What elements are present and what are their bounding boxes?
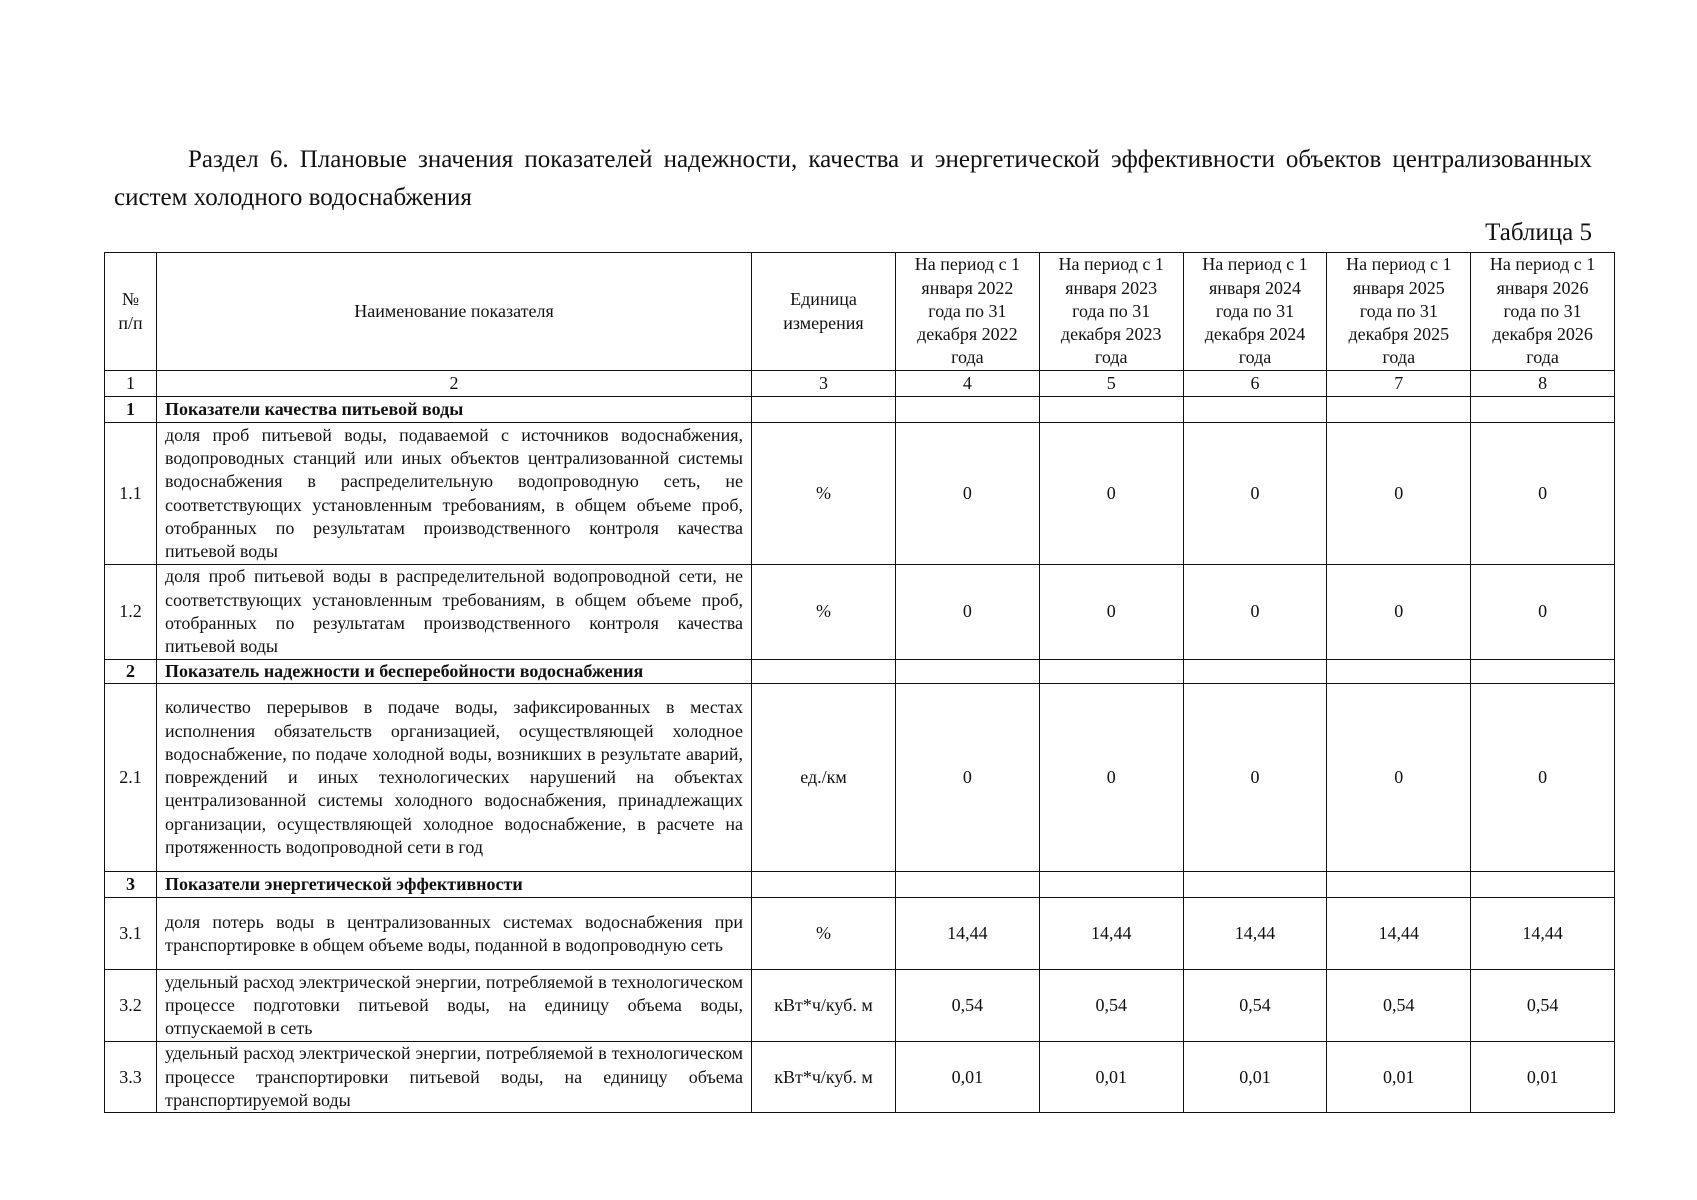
header-period-2025: На период с 1 января 2025 года по 31 декабря 2025 года: [1327, 253, 1471, 371]
section-title: Показатель надежности и бесперебойности водоснабжения: [157, 660, 752, 684]
value-2025: 0: [1327, 565, 1471, 660]
value-2023: 0: [1039, 684, 1183, 872]
value-2023: 0: [1039, 565, 1183, 660]
column-number: 7: [1327, 371, 1471, 397]
indicator-unit: %: [752, 898, 896, 970]
value-2026: 0,54: [1471, 970, 1615, 1042]
table-label: Таблица 5: [1485, 219, 1592, 246]
header-period-2026: На период с 1 января 2026 года по 31 декабря 2026 года: [1471, 253, 1615, 371]
indicator-unit: кВт*ч/куб. м: [752, 1042, 896, 1113]
section-row: [105, 660, 1615, 684]
value-2023: 0: [1039, 423, 1183, 565]
value-2026: 0: [1471, 565, 1615, 660]
section-row: [105, 872, 1615, 898]
empty-cell: [896, 660, 1040, 684]
value-2023: 0,01: [1039, 1042, 1183, 1113]
indicator-name: доля проб питьевой воды в распределительной водопроводной сети, не соответствующих установленным требованиям, в общем объеме проб, отобранных по результатам производственного контроля качества питьевой воды: [157, 565, 752, 660]
indicator-unit: кВт*ч/куб. м: [752, 970, 896, 1042]
indicator-row: [105, 970, 1615, 1042]
empty-cell: [1327, 872, 1471, 898]
value-2024: 0: [1183, 423, 1327, 565]
header-period-2023: На период с 1 января 2023 года по 31 декабря 2023 года: [1039, 253, 1183, 371]
header-name: Наименование показателя: [157, 253, 752, 371]
indicator-row: [105, 898, 1615, 970]
indicator-row: [105, 423, 1615, 565]
indicator-row: [105, 684, 1615, 872]
column-number: 3: [752, 371, 896, 397]
value-2022: 0: [896, 684, 1040, 872]
indicator-name: количество перерывов в подаче воды, зафиксированных в местах исполнения обязательств организацией, осуществляющей холодное водоснабжение, по подаче холодной воды, возникших в результате аварий, повреждений и иных технологических нарушений на объектах централизованной системы холодного водоснабжения, принадлежащих организации, осуществляющей холодное водоснабжение, в расчете на протяженность водопроводной сети в год: [157, 684, 752, 872]
value-2024: 0: [1183, 565, 1327, 660]
section-heading: Раздел 6. Плановые значения показателей надежности, качества и энергетической эффективности объектов централизованных систем холодного водоснабжения: [114, 146, 1592, 211]
value-2024: 14,44: [1183, 898, 1327, 970]
header-num: № п/п: [105, 253, 157, 371]
value-2026: 14,44: [1471, 898, 1615, 970]
indicator-row: [105, 1042, 1615, 1113]
empty-cell: [1039, 660, 1183, 684]
value-2025: 0,54: [1327, 970, 1471, 1042]
empty-cell: [1327, 660, 1471, 684]
indicator-name: удельный расход электрической энергии, потребляемой в технологическом процессе подготовки питьевой воды, на единицу объема воды, отпускаемой в сеть: [157, 970, 752, 1042]
empty-cell: [1039, 397, 1183, 423]
section-number: 3: [105, 872, 157, 898]
value-2022: 14,44: [896, 898, 1040, 970]
value-2026: 0,01: [1471, 1042, 1615, 1113]
value-2023: 14,44: [1039, 898, 1183, 970]
indicator-name: удельный расход электрической энергии, потребляемой в технологическом процессе транспортировки питьевой воды, на единицу объема транспортируемой воды: [157, 1042, 752, 1113]
header-unit: Единица измерения: [752, 253, 896, 371]
value-2022: 0: [896, 423, 1040, 565]
column-number: 6: [1183, 371, 1327, 397]
column-number: 4: [896, 371, 1040, 397]
indicator-unit: %: [752, 565, 896, 660]
row-number: 3.3: [105, 1042, 157, 1113]
empty-cell: [752, 660, 896, 684]
empty-cell: [896, 872, 1040, 898]
header-period-2022: На период с 1 января 2022 года по 31 декабря 2022 года: [896, 253, 1040, 371]
row-number: 3.2: [105, 970, 157, 1042]
empty-cell: [1471, 397, 1615, 423]
indicator-name: доля потерь воды в централизованных системах водоснабжения при транспортировке в общем объеме воды, поданной в водопроводную сеть: [157, 898, 752, 970]
value-2025: 0: [1327, 684, 1471, 872]
row-number: 2.1: [105, 684, 157, 872]
value-2025: 0,01: [1327, 1042, 1471, 1113]
value-2024: 0,01: [1183, 1042, 1327, 1113]
value-2022: 0: [896, 565, 1040, 660]
section-row: [105, 397, 1615, 423]
value-2025: 0: [1327, 423, 1471, 565]
row-number: 3.1: [105, 898, 157, 970]
value-2022: 0,54: [896, 970, 1040, 1042]
value-2025: 14,44: [1327, 898, 1471, 970]
row-number: 1.1: [105, 423, 157, 565]
column-number: 2: [157, 371, 752, 397]
indicator-unit: ед./км: [752, 684, 896, 872]
empty-cell: [1183, 397, 1327, 423]
value-2022: 0,01: [896, 1042, 1040, 1113]
empty-cell: [1327, 397, 1471, 423]
value-2026: 0: [1471, 423, 1615, 565]
indicator-unit: %: [752, 423, 896, 565]
indicators-table: [104, 252, 1615, 1113]
column-number: 8: [1471, 371, 1615, 397]
empty-cell: [1039, 872, 1183, 898]
empty-cell: [1471, 660, 1615, 684]
section-number: 1: [105, 397, 157, 423]
section-number: 2: [105, 660, 157, 684]
column-number: 5: [1039, 371, 1183, 397]
value-2024: 0,54: [1183, 970, 1327, 1042]
column-number: 1: [105, 371, 157, 397]
value-2024: 0: [1183, 684, 1327, 872]
empty-cell: [752, 397, 896, 423]
column-numbers-row: [105, 371, 1615, 397]
indicator-name: доля проб питьевой воды, подаваемой с источников водоснабжения, водопроводных станций или иных объектов централизованной системы водоснабжения в распределительную водопроводную сеть, не соответствующих установленным требованиям, в общем объеме проб, отобранных по результатам производственного контроля качества питьевой воды: [157, 423, 752, 565]
value-2026: 0: [1471, 684, 1615, 872]
header-period-2024: На период с 1 января 2024 года по 31 декабря 2024 года: [1183, 253, 1327, 371]
empty-cell: [896, 397, 1040, 423]
row-number: 1.2: [105, 565, 157, 660]
indicator-row: [105, 565, 1615, 660]
value-2023: 0,54: [1039, 970, 1183, 1042]
section-title: Показатели качества питьевой воды: [157, 397, 752, 423]
empty-cell: [1183, 872, 1327, 898]
empty-cell: [1471, 872, 1615, 898]
header-row: [105, 253, 1615, 371]
section-title: Показатели энергетической эффективности: [157, 872, 752, 898]
empty-cell: [752, 872, 896, 898]
empty-cell: [1183, 660, 1327, 684]
